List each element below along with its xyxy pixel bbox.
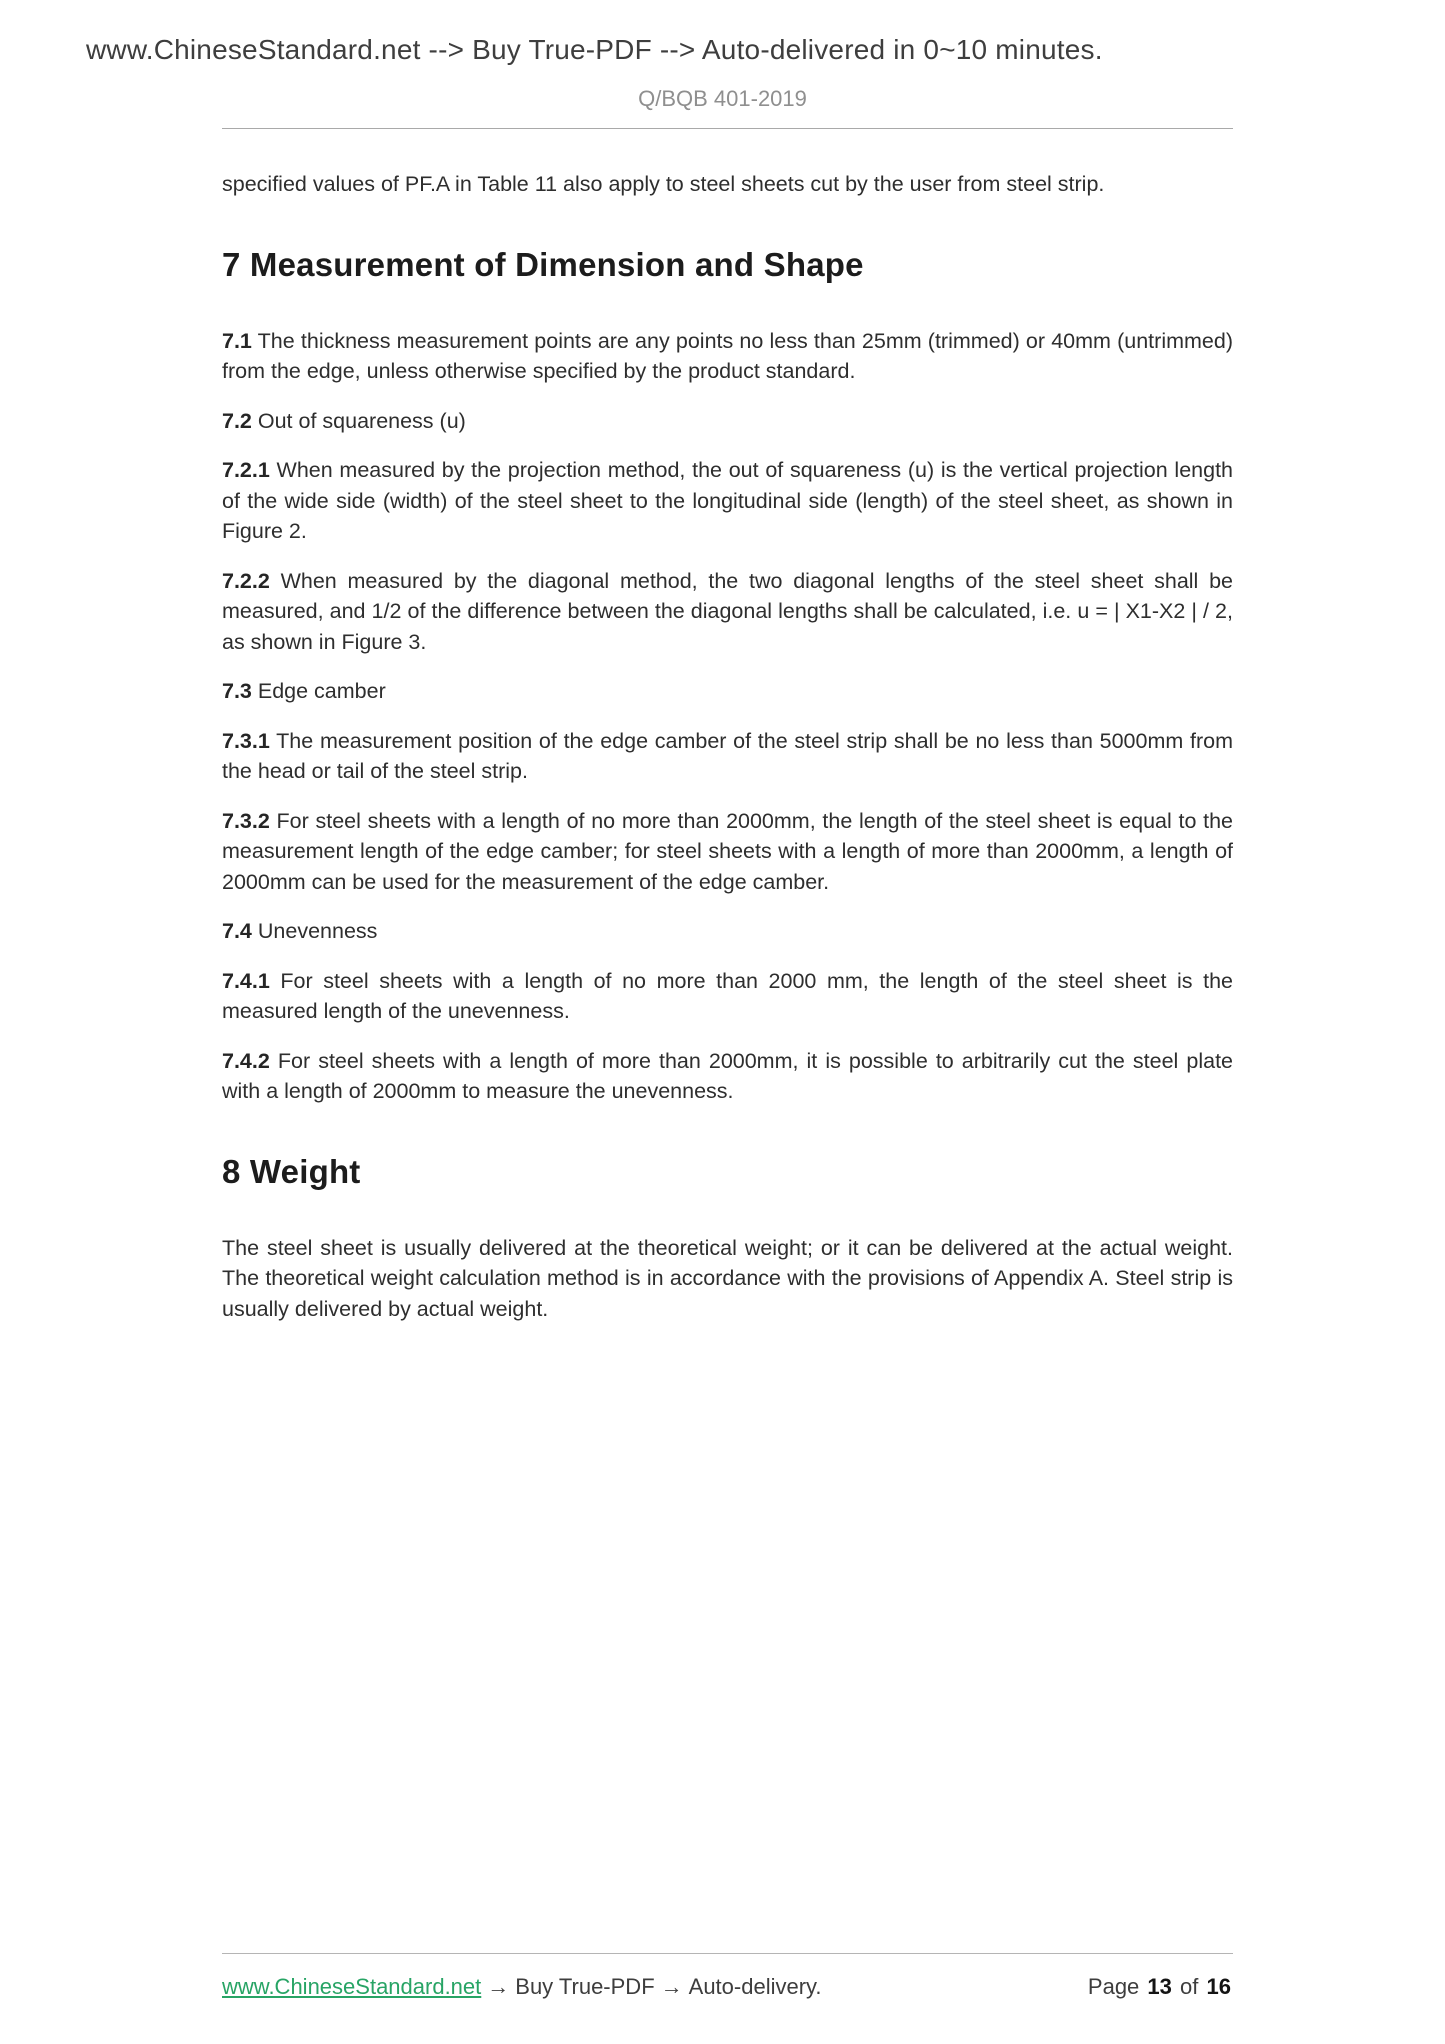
page-total: 16 bbox=[1206, 1974, 1231, 1999]
page-indicator bbox=[1088, 1974, 1233, 2000]
clause-number: 7.4.2 bbox=[222, 1048, 270, 1073]
arrow-right-icon: → bbox=[487, 1974, 510, 1999]
clause-text: For steel sheets with a length of more than 2000mm, it is possible to arbitrarily cut the steel plate with a length of 2000mm to measure the unevenness. bbox=[222, 1048, 1234, 1103]
para-7-2 bbox=[222, 406, 1233, 437]
para-7-4 bbox=[222, 916, 1233, 947]
clause-number: 7.2 bbox=[222, 408, 252, 433]
clause-number: 7.4.1 bbox=[222, 968, 270, 993]
para-intro bbox=[222, 169, 1233, 200]
clause-number: 7.3 bbox=[222, 679, 252, 703]
clause-number: 7.4 bbox=[222, 919, 252, 943]
footer-nav bbox=[222, 1974, 822, 2000]
para-intro-text: specified values of PF.A in Table 11 also apply to steel sheets cut by the user from steel strip. bbox=[222, 172, 1105, 196]
footer-delivery-label: Auto-delivery. bbox=[688, 1974, 822, 1999]
para-7-4-1 bbox=[222, 966, 1233, 1027]
clause-text: The measurement position of the edge camber of the steel strip shall be no less than 5000mm from the head or tail of the steel strip. bbox=[222, 728, 1233, 783]
clause-text: For steel sheets with a length of no more than 2000 mm, the length of the steel sheet is the measured length of the unevenness. bbox=[222, 968, 1233, 1023]
para-7-3 bbox=[222, 676, 1233, 707]
clause-number: 7.2.2 bbox=[222, 568, 270, 593]
footer-row bbox=[222, 1974, 1233, 2000]
clause-number: 7.3.2 bbox=[222, 808, 270, 833]
of-label: of bbox=[1180, 1974, 1199, 1999]
para-7-2-1 bbox=[222, 455, 1233, 547]
clause-text: For steel sheets with a length of no more than 2000mm, the length of the steel sheet is equal to the measurement length of the edge camber; for steel sheets with a length of more than 2000mm, a length of 2000mm can be used for the measurement of the edge camber. bbox=[222, 808, 1233, 894]
para-7-3-2 bbox=[222, 806, 1233, 898]
page-label: Page bbox=[1087, 1974, 1140, 1999]
clause-text: When measured by the projection method, the out of squareness (u) is the vertical projection length of the wide side (width) of the steel sheet to the longitudinal side (length) of the steel sheet, as shown in Figure 2. bbox=[222, 458, 1233, 543]
doc-code: Q/BQB 401-2019 bbox=[638, 86, 807, 111]
clause-number: 7.2.1 bbox=[222, 458, 270, 482]
para-8-text: The steel sheet is usually delivered at the theoretical weight; or it can be delivered at the actual weight. The theoretical weight calculation method is in accordance with the provisions of Appendix A. Steel strip is usually delivered by actual weight. bbox=[222, 1235, 1233, 1321]
para-7-2-2 bbox=[222, 566, 1233, 658]
section-7-heading: 7 Measurement of Dimension and Shape bbox=[222, 245, 864, 283]
clause-number: 7.1 bbox=[222, 328, 252, 353]
clause-number: 7.3.1 bbox=[222, 728, 270, 753]
document-content bbox=[0, 129, 1445, 1324]
para-7-3-1 bbox=[222, 726, 1233, 787]
footer bbox=[222, 1953, 1233, 2000]
footer-site-link[interactable]: www.ChineseStandard.net bbox=[222, 1974, 482, 1999]
clause-text: The thickness measurement points are any points no less than 25mm (trimmed) or 40mm (untrimmed) from the edge, unless otherwise specified by the product standard. bbox=[222, 328, 1233, 383]
header-banner: www.ChineseStandard.net --> Buy True-PDF --> Auto-delivered in 0~10 minutes. bbox=[86, 34, 1103, 65]
clause-text: Unevenness bbox=[257, 919, 378, 943]
para-8-intro bbox=[222, 1233, 1233, 1325]
clause-text: When measured by the diagonal method, the two diagonal lengths of the steel sheet shall be measured, and 1/2 of the difference between the diagonal lengths shall be calculated, i.e. u = | X1-X2 | / 2, as shown in Figure 3. bbox=[222, 568, 1233, 654]
page-current: 13 bbox=[1147, 1974, 1172, 1999]
clause-text: Edge camber bbox=[257, 679, 386, 703]
footer-divider bbox=[222, 1953, 1233, 1954]
para-7-4-2 bbox=[222, 1046, 1233, 1107]
arrow-right-icon: → bbox=[660, 1974, 683, 1999]
section-8-heading: 8 Weight bbox=[222, 1152, 361, 1190]
clause-text: Out of squareness (u) bbox=[257, 408, 466, 433]
para-7-1 bbox=[222, 326, 1233, 387]
footer-buy-label: Buy True-PDF bbox=[515, 1974, 655, 1999]
